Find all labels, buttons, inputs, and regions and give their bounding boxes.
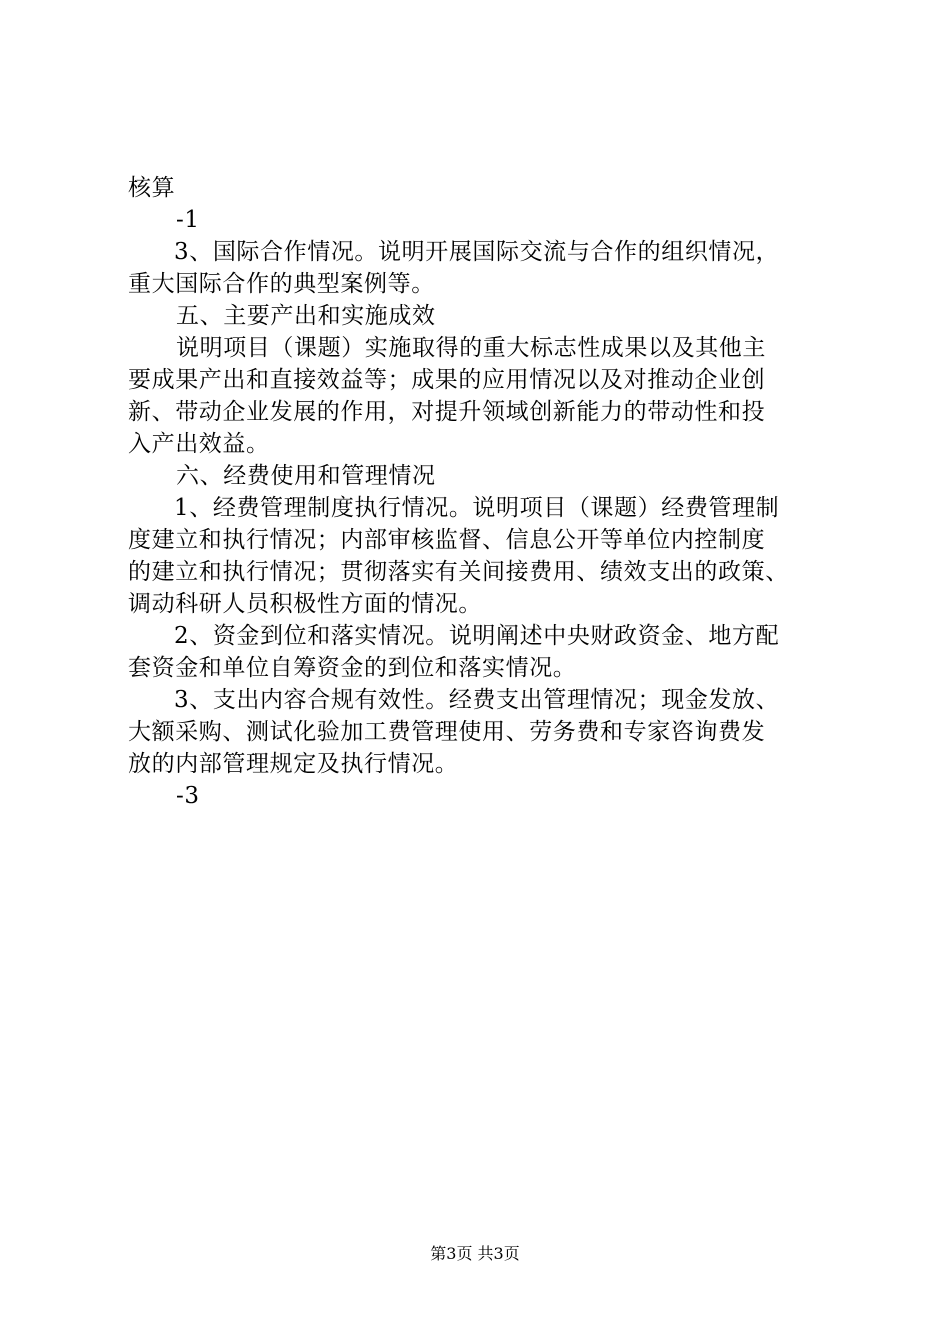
page-marker: -1	[176, 207, 200, 233]
text-line: 核算	[128, 175, 176, 201]
paragraph-line: 大额采购、测试化验加工费管理使用、劳务费和专家咨询费发	[128, 719, 766, 745]
page-marker: -3	[176, 783, 200, 809]
paragraph-line: 入产出效益。	[128, 431, 270, 457]
paragraph-line: 套资金和单位自筹资金的到位和落实情况。	[128, 655, 577, 681]
paragraph-line: 3、支出内容合规有效性。经费支出管理情况；现金发放、	[174, 687, 780, 713]
section-heading: 六、经费使用和管理情况	[176, 463, 436, 489]
paragraph-line: 2、资金到位和落实情况。说明阐述中央财政资金、地方配	[174, 623, 780, 649]
paragraph-line: 新、带动企业发展的作用，对提升领域创新能力的带动性和投	[128, 399, 766, 425]
page-footer: 第3页 共3页	[430, 1244, 520, 1263]
paragraph-line: 3、国际合作情况。说明开展国际交流与合作的组织情况，	[174, 239, 780, 265]
paragraph-line: 说明项目（课题）实施取得的重大标志性成果以及其他主	[176, 335, 766, 361]
section-heading: 五、主要产出和实施成效	[176, 303, 436, 329]
paragraph-line: 1、经费管理制度执行情况。说明项目（课题）经费管理制	[174, 495, 780, 521]
paragraph-line: 重大国际合作的典型案例等。	[128, 271, 435, 297]
paragraph-line: 调动科研人员积极性方面的情况。	[128, 591, 482, 617]
paragraph-line: 要成果产出和直接效益等；成果的应用情况以及对推动企业创	[128, 367, 766, 393]
paragraph-line: 度建立和执行情况；内部审核监督、信息公开等单位内控制度	[128, 527, 766, 553]
paragraph-line: 的建立和执行情况；贯彻落实有关间接费用、绩效支出的政策、	[128, 559, 789, 585]
document-body	[128, 172, 838, 812]
paragraph-line: 放的内部管理规定及执行情况。	[128, 751, 459, 777]
